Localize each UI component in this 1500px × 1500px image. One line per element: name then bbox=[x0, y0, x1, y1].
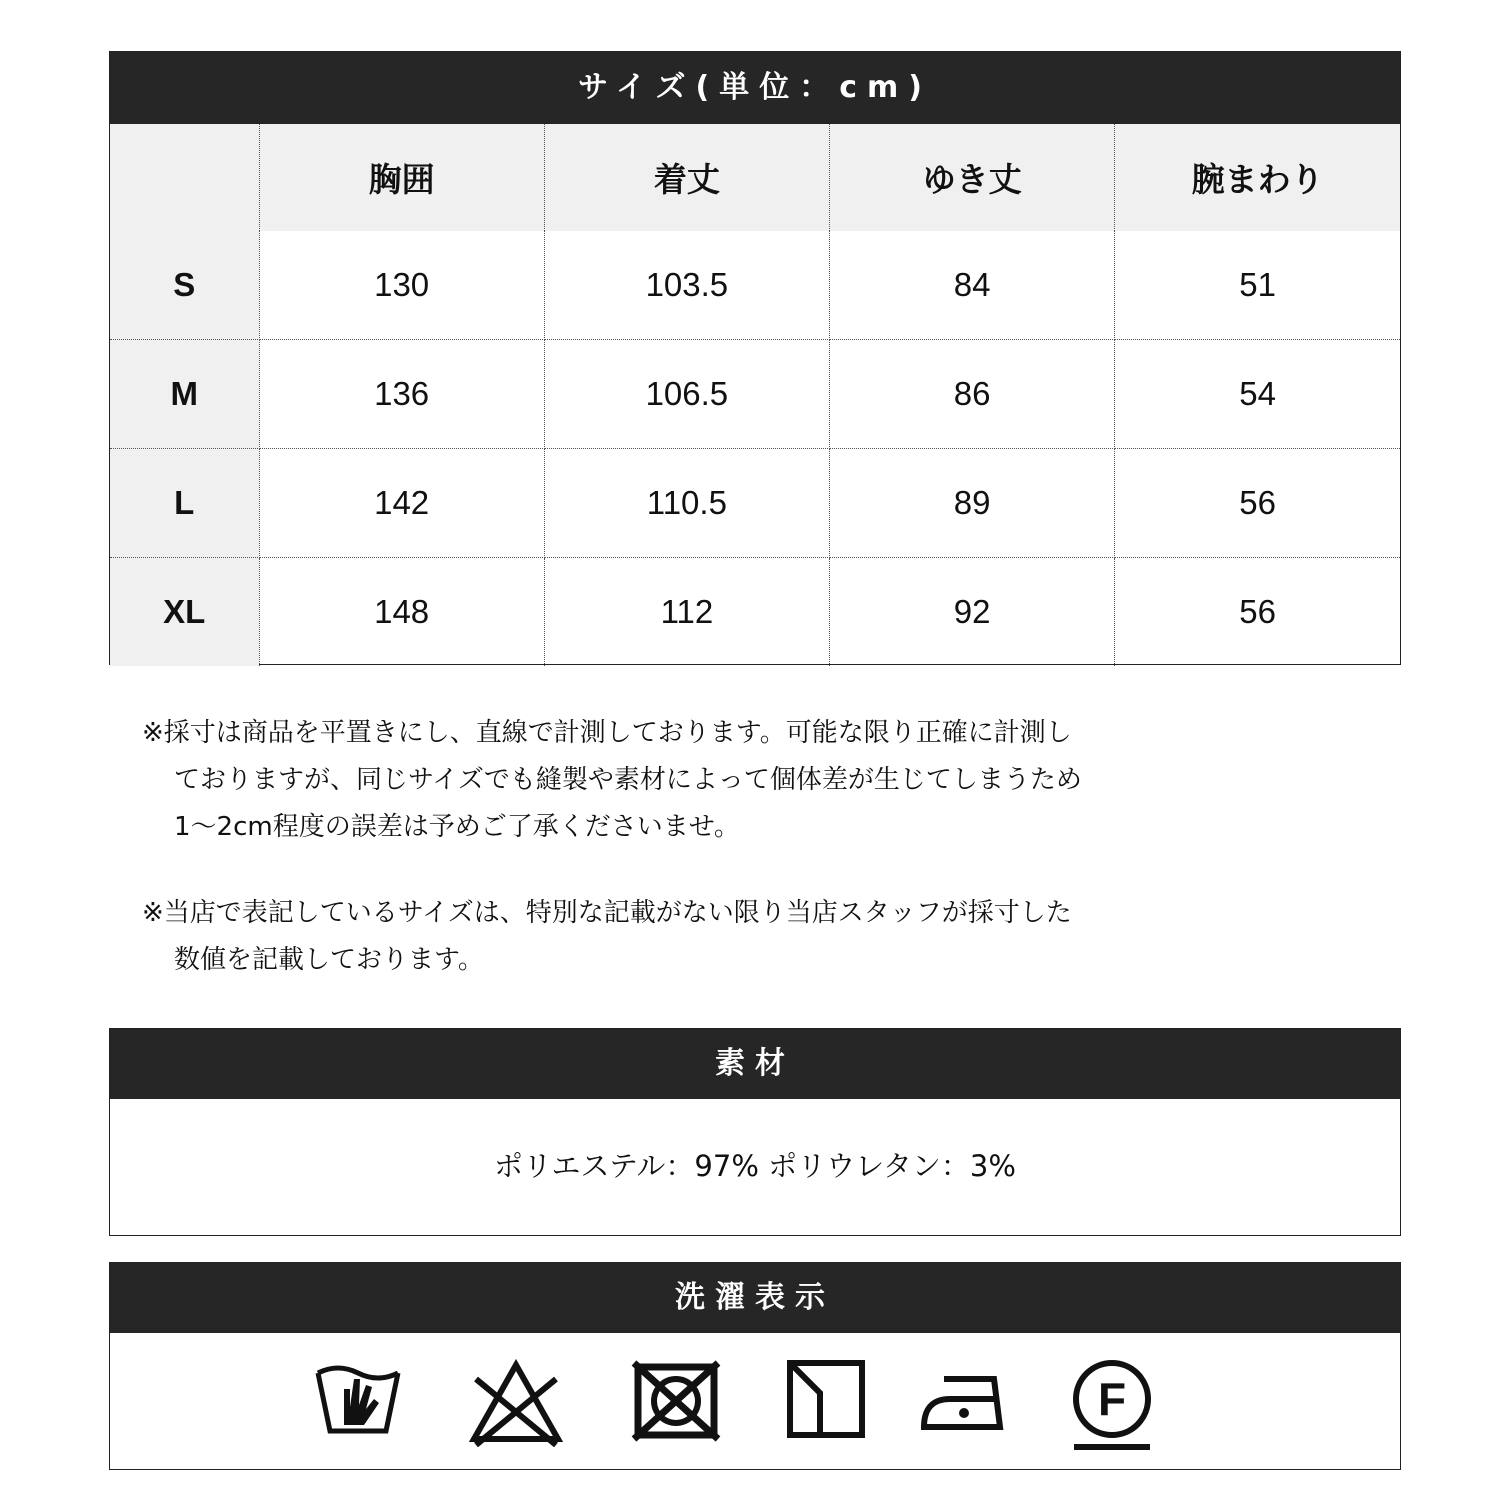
table-cell: 54 bbox=[1115, 340, 1400, 449]
size-table-box bbox=[109, 51, 1401, 665]
table-cell: 56 bbox=[1115, 449, 1400, 558]
table-cell: 106.5 bbox=[544, 340, 829, 449]
note-line: ておりますが、同じサイズでも縫製や素材によって個体差が生じてしまうため bbox=[174, 765, 1082, 795]
table-cell: 142 bbox=[259, 449, 544, 558]
material-box bbox=[109, 1028, 1401, 1236]
header-length: 着丈 bbox=[544, 124, 829, 231]
table-cell: 89 bbox=[830, 449, 1115, 558]
table-cell: 112 bbox=[544, 558, 829, 667]
note-line: 1〜2cm程度の誤差は予めご了承くださいませ。 bbox=[174, 812, 740, 842]
table-cell: 148 bbox=[259, 558, 544, 667]
table-cell: 110.5 bbox=[544, 449, 829, 558]
svg-text:F: F bbox=[1097, 1373, 1127, 1425]
size-source-note bbox=[142, 890, 1072, 984]
header-sleeve: ゆき丈 bbox=[830, 124, 1115, 231]
table-cell: 136 bbox=[259, 340, 544, 449]
measurement-note bbox=[142, 710, 1082, 851]
size-label: S bbox=[110, 231, 259, 340]
table-cell: 92 bbox=[830, 558, 1115, 667]
note-line: ※当店で表記しているサイズは、特別な記載がない限り当店スタッフが採寸した bbox=[142, 898, 1072, 928]
note-line: ※採寸は商品を平置きにし、直線で計測しております。可能な限り正確に計測し bbox=[142, 718, 1072, 748]
hand-wash-icon bbox=[314, 1359, 402, 1443]
table-cell: 84 bbox=[830, 231, 1115, 340]
table-cell: 103.5 bbox=[544, 231, 829, 340]
table-row bbox=[110, 558, 1400, 667]
size-label: L bbox=[110, 449, 259, 558]
table-row bbox=[110, 340, 1400, 449]
table-cell: 86 bbox=[830, 340, 1115, 449]
size-label: XL bbox=[110, 558, 259, 667]
header-arm: 腕まわり bbox=[1115, 124, 1400, 231]
header-corner bbox=[110, 124, 259, 231]
no-tumble-dry-icon bbox=[630, 1359, 722, 1443]
table-cell: 56 bbox=[1239, 593, 1276, 630]
table-cell: 51 bbox=[1115, 231, 1400, 340]
drip-dry-shade-icon bbox=[786, 1359, 866, 1439]
low-iron-icon bbox=[918, 1359, 1014, 1439]
washing-icons bbox=[110, 1333, 1400, 1467]
table-cell: 130 bbox=[259, 231, 544, 340]
header-chest: 胸囲 bbox=[259, 124, 544, 231]
note-line: 数値を記載しております。 bbox=[174, 945, 484, 975]
size-label: M bbox=[110, 340, 259, 449]
material-text: ポリエステル：97% ポリウレタン：3% bbox=[494, 1149, 1016, 1183]
size-table-title: サイズ(単位：cm) bbox=[110, 52, 1400, 124]
table-row bbox=[110, 231, 1400, 340]
table-row bbox=[110, 449, 1400, 558]
washing-box bbox=[109, 1262, 1401, 1470]
washing-title: 洗濯表示 bbox=[110, 1263, 1400, 1333]
no-bleach-icon bbox=[468, 1359, 564, 1447]
material-title: 素材 bbox=[110, 1029, 1400, 1099]
dry-clean-f-icon bbox=[1068, 1359, 1156, 1455]
size-table bbox=[110, 124, 1400, 666]
size-table-header-row bbox=[110, 124, 1400, 231]
